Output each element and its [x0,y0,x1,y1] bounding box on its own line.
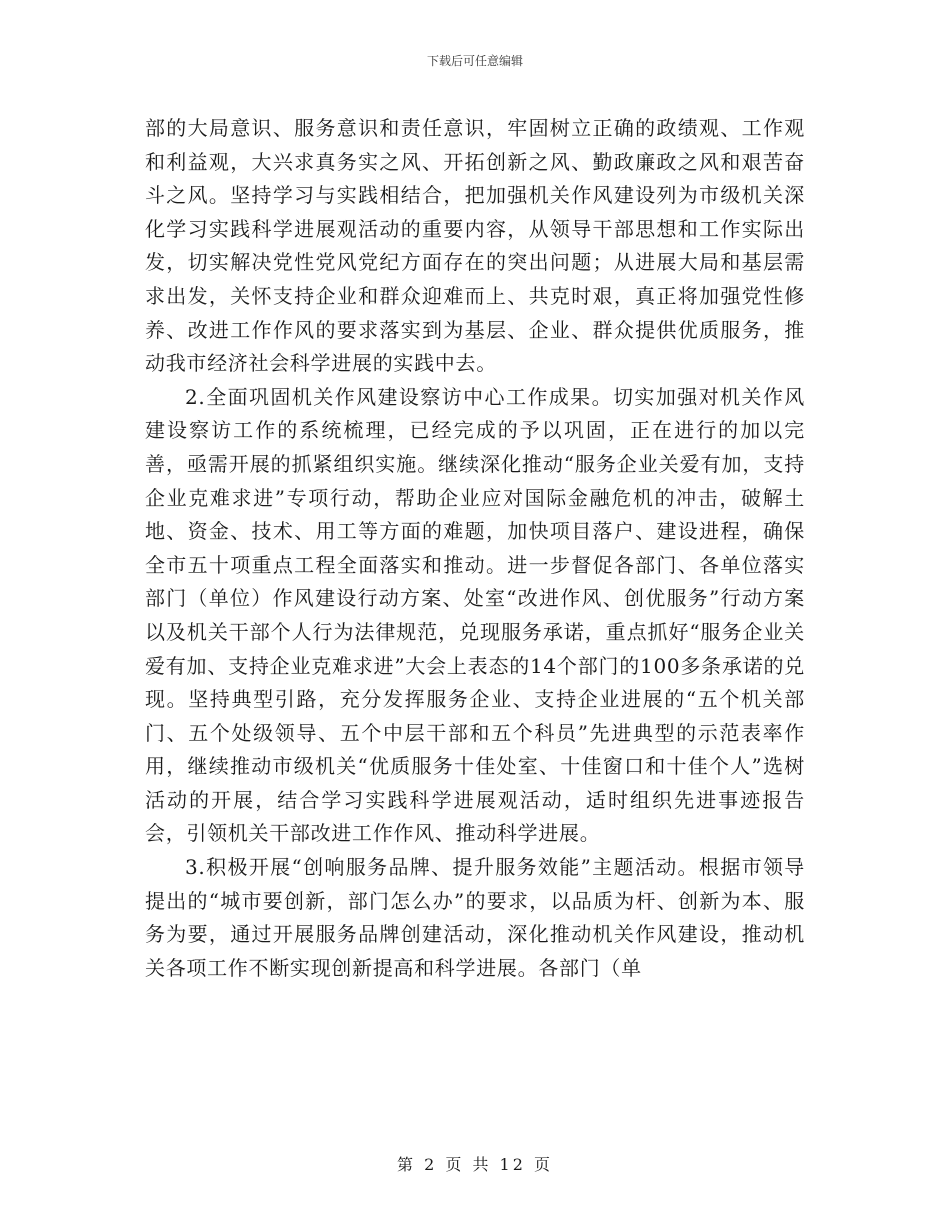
paragraph-item-3: 3.积极开展“创响服务品牌、提升服务效能”主题活动。根据市领导提出的“城市要创新，部门怎么办”的要求，以品质为杆、创新为本、服务为要，通过开展服务品牌创建活动，深化推动机关作风建设，推动机关各项工作不断实现创新提高和科学进展。各部门（单 [145,855,805,980]
page-header: 下载后可任意编辑 [426,54,523,68]
paragraph-continued: 部的大局意识、服务意识和责任意识，牢固树立正确的政绩观、工作观和利益观，大兴求真务实之风、开拓创新之风、勤政廉政之风和艰苦奋斗之风。坚持学习与实践相结合，把加强机关作风建设列为市级机关深化学习实践科学进展观活动的重要内容，从领导干部思想和工作实际出发，切实解决党性党风党纪方面存在的突出问题；从进展大局和基层需求出发，关怀支持企业和群众迎难而上、共克时艰，真正将加强党性修养、改进工作作风的要求落实到为基层、企业、群众提供优质服务，推动我市经济社会科学进展的实践中去。 [145,116,805,376]
paragraph-item-2: 2.全面巩固机关作风建设察访中心工作成果。切实加强对机关作风建设察访工作的系统梳理，已经完成的予以巩固，正在进行的加以完善，亟需开展的抓紧组织实施。继续深化推动“服务企业关爱有加，支持企业克难求进”专项行动，帮助企业应对国际金融危机的冲击，破解土地、资金、技术、用工等方面的难题，加快项目落户、建设进程，确保全市五十项重点工程全面落实和推动。进一步督促各部门、各单位落实部门（单位）作风建设行动方案、处室“改进作风、创优服务”行动方案以及机关干部个人行为法律规范，兑现服务承诺，重点抓好“服务企业关爱有加、支持企业克难求进”大会上表态的14个部门的100多条承诺的兑现。坚持典型引路，充分发挥服务企业、支持企业进展的“五个机关部门、五个处级领导、五个中层干部和五个科员”先进典型的示范表率作用，继续推动市级机关“优质服务十佳处室、十佳窗口和十佳个人”选树活动的开展，结合学习实践科学进展观活动，适时组织先进事迹报告会，引领机关干部改进工作作风、推动科学进展。 [145,384,805,846]
document-body [145,112,805,985]
page-number-footer: 第 2 页 共 12 页 [397,1155,553,1174]
